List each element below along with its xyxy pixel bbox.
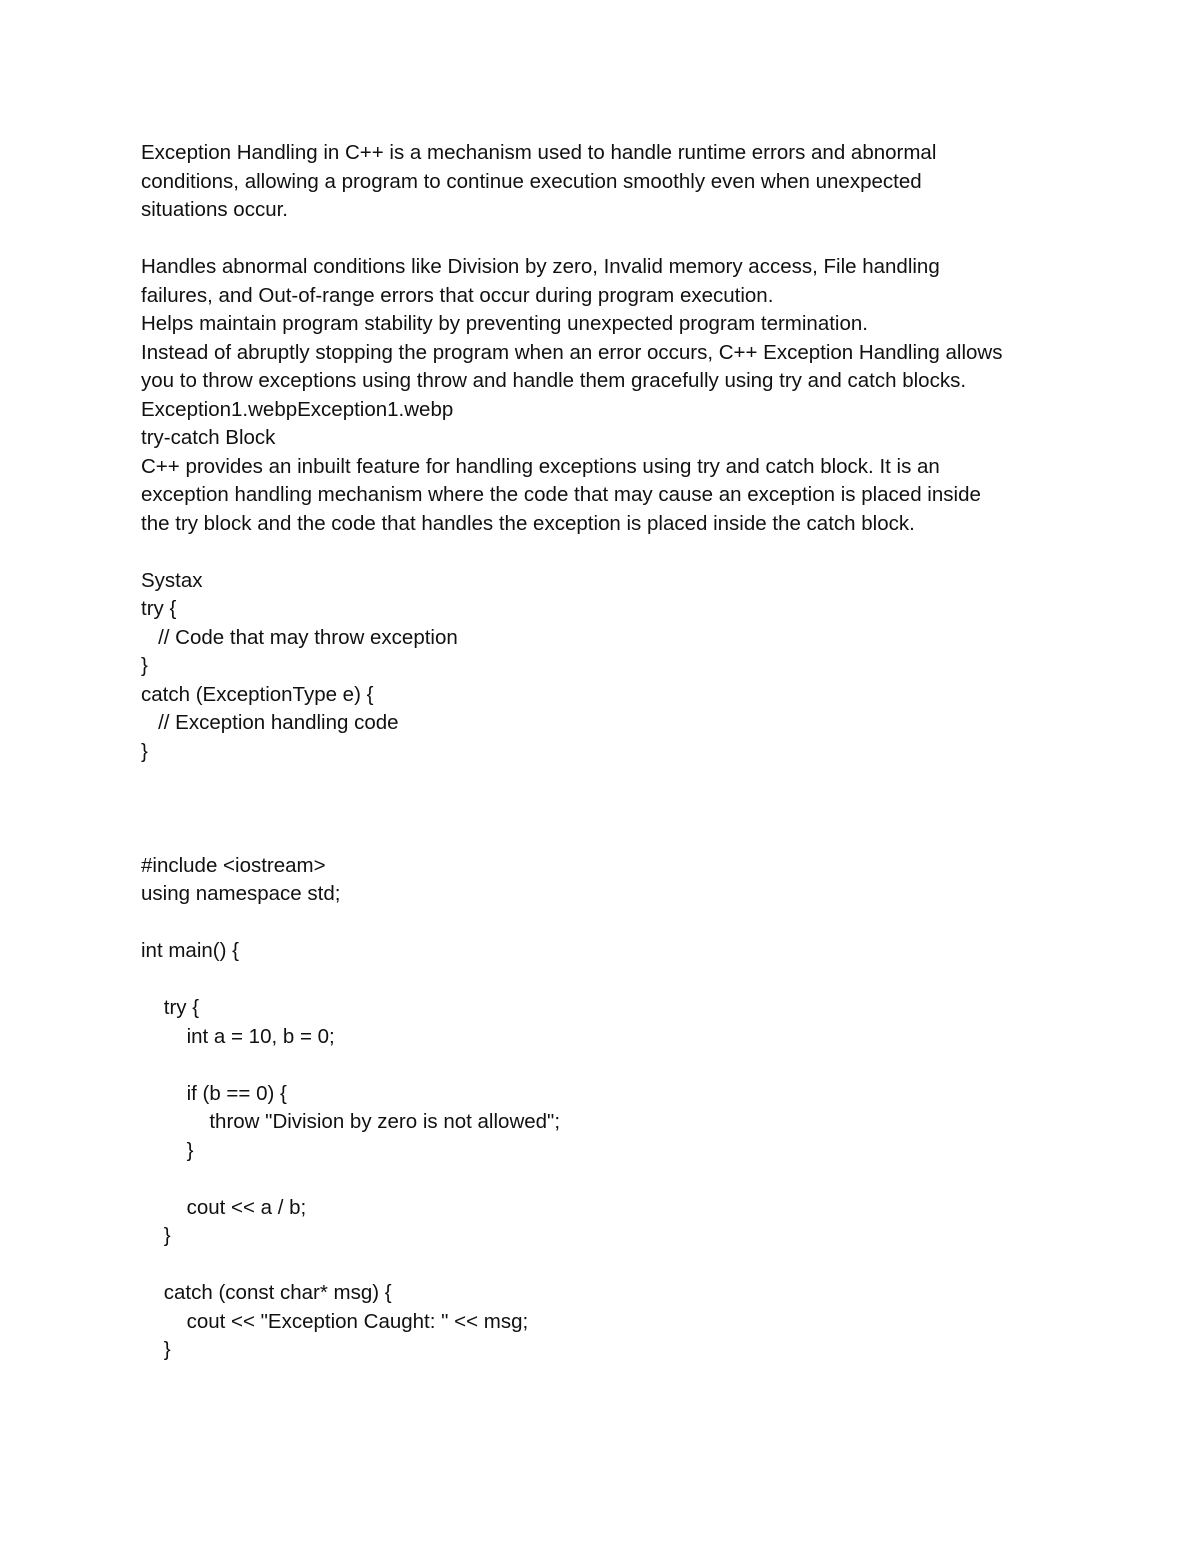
text-line: Helps maintain program stability by preventing unexpected program termination. [141, 312, 868, 335]
code-line: } [141, 1138, 194, 1162]
code-line: int main() { [141, 939, 239, 962]
text-line: C++ provides an inbuilt feature for handling exceptions using try and catch block. It is an [141, 454, 940, 478]
blank-line [141, 766, 1101, 795]
code-line: } [141, 739, 148, 763]
section-heading: try-catch Block [141, 426, 276, 449]
intro-paragraph [141, 139, 1101, 225]
code-line: if (b == 0) { [141, 1081, 287, 1105]
code-line: catch (const char* msg) { [141, 1281, 392, 1304]
code-line: // Code that may throw exception [141, 625, 458, 649]
code-line: try { [141, 996, 200, 1019]
blank-line [141, 1251, 1101, 1280]
text-line: conditions, allowing a program to continue execution smoothly even when unexpected [141, 169, 922, 193]
code-line: throw "Division by zero is not allowed"; [141, 1110, 561, 1133]
code-line: catch (ExceptionType e) { [141, 682, 374, 706]
text-line: the try block and the code that handles the exception is placed inside the catch block. [141, 511, 915, 535]
blank-line [141, 1165, 1101, 1194]
syntax-heading: Systax [141, 568, 203, 592]
code-line: } [141, 654, 148, 677]
document-body [141, 139, 1101, 1365]
code-line: int a = 10, b = 0; [141, 1024, 335, 1048]
code-line: // Exception handling code [141, 711, 399, 734]
code-line: #include <iostream> [141, 853, 326, 877]
blank-line [141, 909, 1101, 938]
text-line: Handles abnormal conditions like Division by zero, Invalid memory access, File handling [141, 255, 940, 278]
text-line: Exception Handling in C++ is a mechanism used to handle runtime errors and abnormal [141, 141, 937, 164]
blank-line [141, 966, 1101, 995]
example-program [141, 852, 1101, 1365]
code-line: try { [141, 597, 177, 620]
blank-line [141, 225, 1101, 254]
code-line: using namespace std; [141, 882, 341, 905]
text-line: situations occur. [141, 198, 288, 221]
text-line: exception handling mechanism where the code that may cause an exception is placed inside [141, 483, 981, 506]
blank-line [141, 795, 1101, 824]
text-line: Instead of abruptly stopping the program when an error occurs, C++ Exception Handling allows [141, 340, 1003, 364]
blank-line [141, 538, 1101, 567]
text-line: you to throw exceptions using throw and handle them gracefully using try and catch blocks. [141, 369, 967, 392]
code-line: cout << "Exception Caught: " << msg; [141, 1309, 529, 1333]
blank-line [141, 823, 1101, 852]
text-line: failures, and Out-of-range errors that occur during program execution. [141, 283, 774, 307]
code-line: } [141, 1338, 171, 1361]
code-line: } [141, 1224, 171, 1247]
blank-line [141, 1051, 1101, 1080]
details-paragraph [141, 253, 1101, 538]
image-reference-text: Exception1.webpException1.webp [141, 397, 454, 421]
code-line: cout << a / b; [141, 1195, 307, 1219]
syntax-block [141, 567, 1101, 767]
